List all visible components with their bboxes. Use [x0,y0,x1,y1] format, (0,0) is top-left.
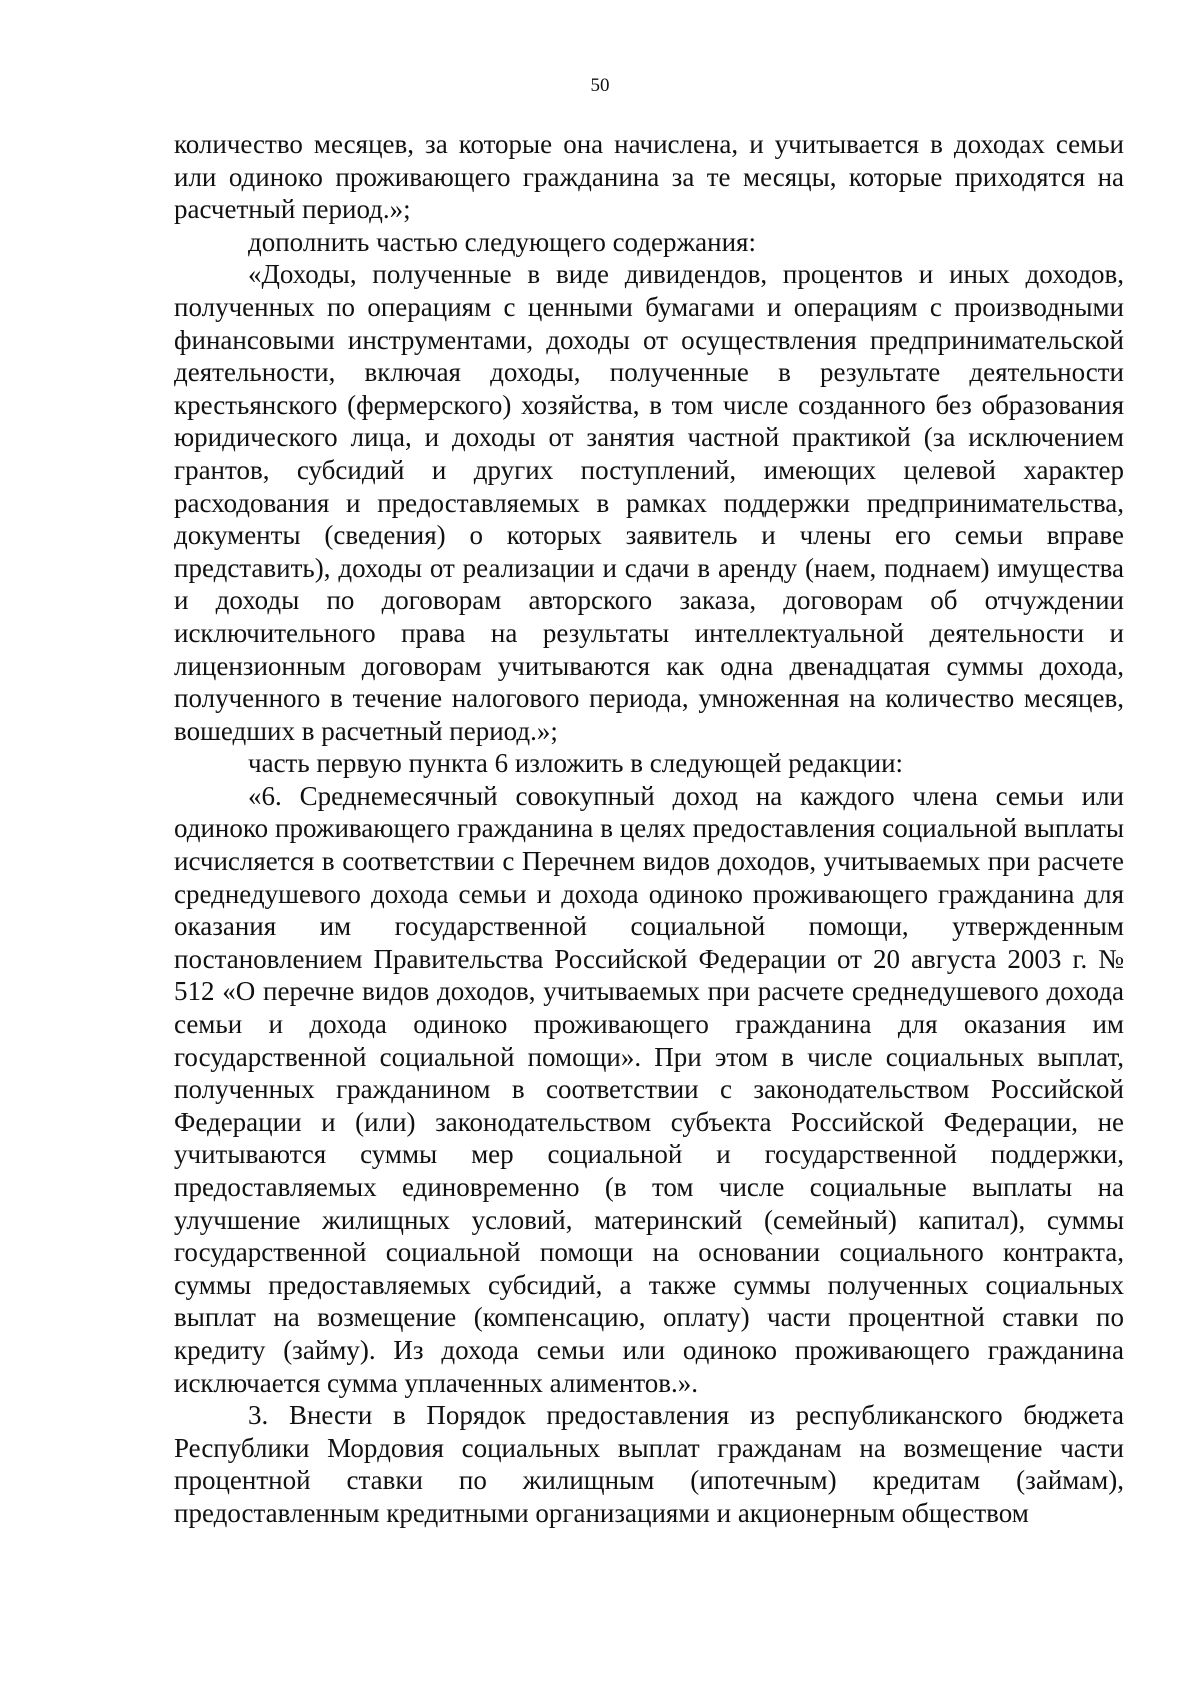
paragraph-instruction-point-6: часть первую пункта 6 изложить в следующей редакции: [248,748,904,779]
paragraph-point-6-text: «6. Среднемесячный совокупный доход на каждого члена семьи или одиноко проживающего гражданина в целях предоставления социальной выплаты исчисляется в соответствии с Перечнем видов доходов, учитываемых при расчете среднедушевого дохода семьи и дохода одиноко проживающего гражданина для оказания им государственной социальной помощи, утвержденным постановлением Правительства Российской Федерации от 20 августа 2003 г. № 512 «О перечне видов доходов, учитываемых при расчете среднедушевого дохода семьи и дохода одиноко проживающего гражданина для оказания им государственной социальной помощи». При этом в числе социальных выплат, полученных гражданином в соответствии с законодательством Российской Федерации и (или) законодательством субъекта Российской Федерации, не учитываются суммы мер социальной и государственной поддержки, предоставляемых единовременно (в том числе социальные выплаты на улучшение жилищных условий, материнский (семейный) капитал), суммы государственной социальной помощи на основании социального контракта, суммы предоставляемых субсидий, а также суммы полученных социальных выплат на возмещение (компенсацию, оплату) части процентной ставки по кредиту (займу). Из дохода семьи или одиноко проживающего гражданина исключается сумма уплаченных алиментов.». [174,780,1124,1398]
paragraph-continuation: количество месяцев, за которые она начислена, и учитывается в доходах семьи или одиноко проживающего гражданина за те месяцы, которые приходятся на расчетный период.»; [174,129,1124,225]
paragraph-item-3: 3. Внести в Порядок предоставления из республиканского бюджета Республики Мордовия социальных выплат гражданам на возмещение части процентной ставки по жилищным (ипотечным) кредитам (займам), предоставленным кредитными организациями и акционерным обществом [174,1400,1124,1528]
document-body [174,128,1124,1530]
paragraph-instruction-add-part: дополнить частью следующего содержания: [248,226,756,257]
paragraph-income-dividends: «Доходы, полученные в виде дивидендов, процентов и иных доходов, полученных по операциям с ценными бумагами и операциям с производными финансовыми инструментами, доходы от осуществления предпринимательской деятельности, включая доходы, полученные в результате деятельности крестьянского (фермерского) хозяйства, в том числе созданного без образования юридического лица, и доходы от занятия частной практикой (за исключением грантов, субсидий и других поступлений, имеющих целевой характер расходования и предоставляемых в рамках поддержки предпринимательства, документы (сведения) о которых заявитель и члены его семьи вправе представить), доходы от реализации и сдачи в аренду (наем, поднаем) имущества и доходы по договорам авторского заказа, договорам об отчуждении исключительного права на результаты интеллектуальной деятельности и лицензионным договорам учитываются как одна двенадцатая суммы дохода, полученного в течение налогового периода, умноженная на количество месяцев, вошедших в расчетный период.»; [174,259,1124,746]
page-number: 50 [590,75,610,96]
